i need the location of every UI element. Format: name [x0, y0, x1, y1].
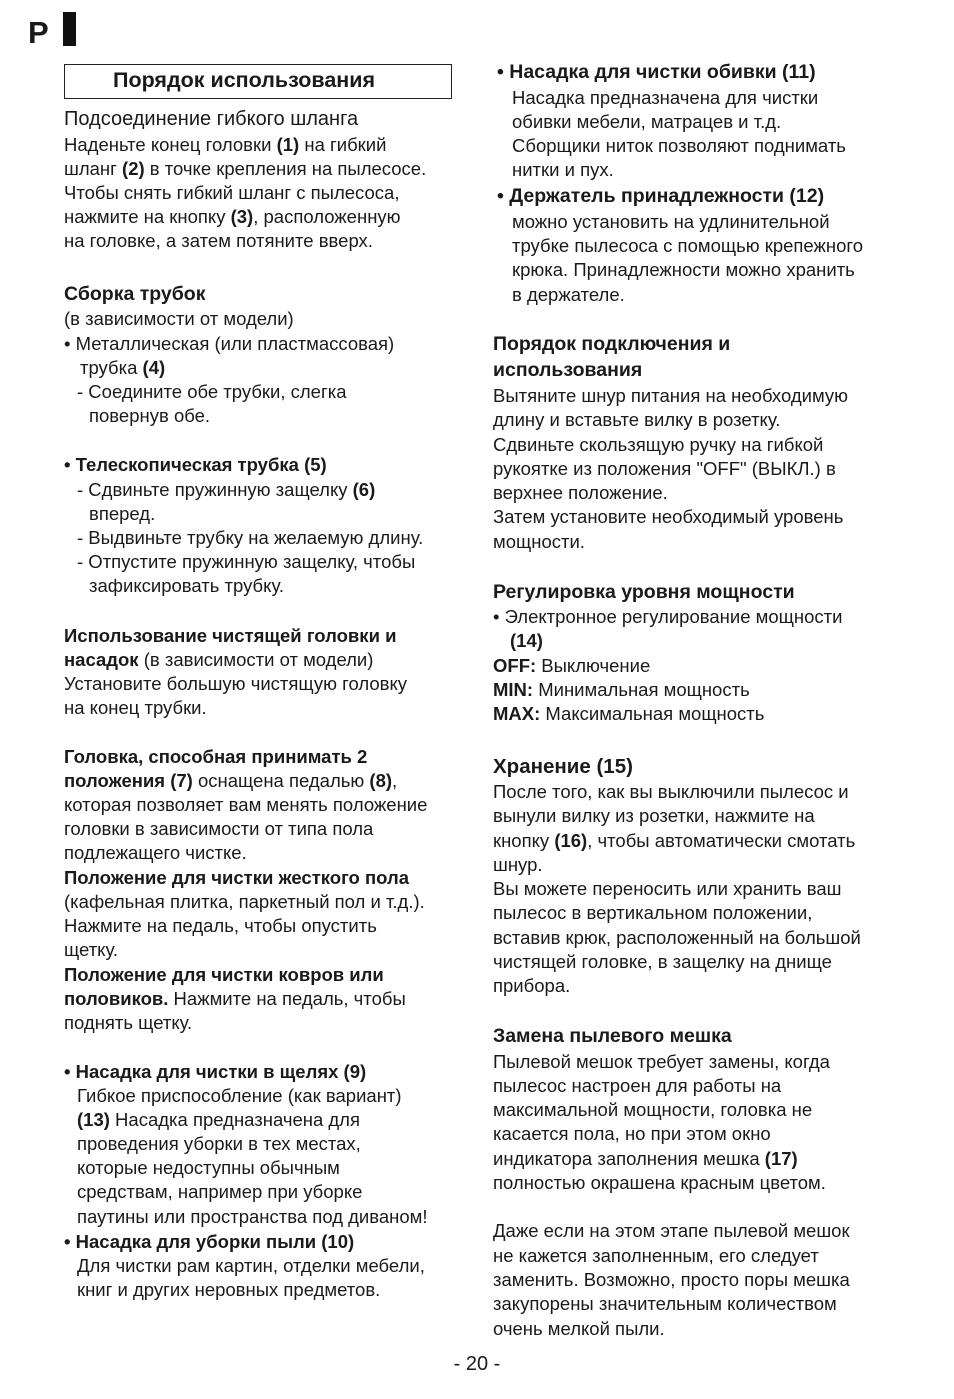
storage-line-2: вынули вилку из розетки, нажмите на	[493, 805, 815, 826]
connection-line-5: верхнее положение.	[493, 482, 668, 503]
storage-line-6: пылесос в вертикальном положении,	[493, 902, 813, 923]
carpet-line-2: поднять щетку.	[64, 1012, 193, 1033]
tubes-heading: Сборка трубок	[64, 283, 206, 305]
dusting-item: • Насадка для уборки пыли (10)	[64, 1231, 355, 1252]
bag-note-line-5: очень мелкой пыли.	[493, 1318, 665, 1339]
connection-line-7: мощности.	[493, 531, 585, 552]
bag-line-2: пылесос настроен для работы на	[493, 1075, 782, 1096]
telescopic-step-1: - Сдвиньте пружинную защелку (6)	[77, 479, 376, 500]
dusting-line-2: книг и других неровных предметов.	[77, 1279, 381, 1300]
storage-line-7: вставив крюк, расположенный на большой	[493, 927, 861, 948]
storage-line-9: прибора.	[493, 975, 571, 996]
holder-line-4: в держателе.	[512, 284, 625, 305]
head-usage-line-1: Установите большую чистящую головку	[64, 673, 407, 694]
crevice-line-2: (13) Насадка предназначена для	[77, 1109, 360, 1130]
tubes-item-metal-cont: трубка (4)	[80, 357, 166, 378]
connection-heading-2: использования	[493, 359, 643, 381]
power-item: • Электронное регулирование мощности	[493, 606, 843, 627]
carpet-line-1: половиков. Нажмите на педаль, чтобы	[64, 988, 406, 1009]
crevice-item: • Насадка для чистки в щелях (9)	[64, 1061, 367, 1082]
head-usage-heading-2: насадок (в зависимости от модели)	[64, 649, 374, 670]
connection-line-6: Затем установите необходимый уровень	[493, 506, 844, 527]
upholstery-line-3: Сборщики ниток позволяют поднимать	[512, 135, 846, 156]
bag-note-line-2: не кажется заполненным, его следует	[493, 1245, 819, 1266]
crevice-line-6: паутины или пространства под диваном!	[77, 1206, 428, 1227]
page-number: - 20 -	[453, 1353, 501, 1375]
hard-floor-line-3: щетку.	[64, 939, 119, 960]
holder-line-1: можно установить на удлинительной	[512, 211, 830, 232]
language-marker	[26, 12, 76, 50]
holder-item: • Держатель принадлежности (12)	[497, 185, 825, 207]
holder-line-2: трубке пылесоса с помощью крепежного	[512, 235, 864, 256]
two-position-line-2: которая позволяет вам менять положение	[64, 794, 428, 815]
bag-line-3: максимальной мощности, головка не	[493, 1099, 813, 1120]
holder-line-3: крюка. Принадлежности можно хранить	[512, 259, 855, 280]
tubes-step-1: - Соедините обе трубки, слегка	[77, 381, 347, 402]
crevice-line-4: которые недоступны обычным	[77, 1157, 340, 1178]
storage-line-5: Вы можете переносить или хранить ваш	[493, 878, 842, 899]
storage-line-3: кнопку (16), чтобы автоматически смотать	[493, 830, 856, 851]
telescopic-step-2: - Выдвиньте трубку на желаемую длину.	[77, 527, 424, 548]
language-bar	[63, 12, 76, 46]
hose-line-5: на головке, а затем потяните вверх.	[64, 230, 373, 251]
language-letter: P	[28, 15, 49, 50]
bag-note-line-4: закупорены значительным количеством	[493, 1293, 837, 1314]
crevice-line-1: Гибкое приспособление (как вариант)	[77, 1085, 402, 1106]
carpet-heading: Положение для чистки ковров или	[64, 964, 384, 985]
storage-heading: Хранение (15)	[493, 755, 633, 778]
connection-line-1: Вытяните шнур питания на необходимую	[493, 385, 849, 406]
hose-subheading: Подсоединение гибкого шланга	[64, 108, 359, 130]
bag-line-4: касается пола, но при этом окно	[493, 1123, 771, 1144]
two-position-line-3: головки в зависимости от типа пола	[64, 818, 374, 839]
hose-line-1: Наденьте конец головки (1) на гибкий	[64, 134, 387, 155]
hard-floor-heading: Положение для чистки жесткого пола	[64, 867, 410, 888]
head-usage-heading: Использование чистящей головки и	[64, 625, 397, 646]
storage-line-1: После того, как вы выключили пылесос и	[493, 781, 849, 802]
tubes-step-1-cont: повернув обе.	[89, 405, 211, 426]
telescopic-step-1-cont: вперед.	[89, 503, 156, 524]
crevice-line-3: проведения уборки в тех местах,	[77, 1133, 361, 1154]
upholstery-line-2: обивки мебели, матрацев и т.д.	[512, 111, 782, 132]
hose-line-3: Чтобы снять гибкий шланг с пылесоса,	[64, 182, 400, 203]
crevice-line-5: средствам, например при уборке	[77, 1181, 363, 1202]
bag-note-line-3: заменить. Возможно, просто поры мешка	[493, 1269, 850, 1290]
power-max: MAX: Максимальная мощность	[493, 703, 765, 724]
power-off: OFF: Выключение	[493, 655, 651, 676]
dusting-line-1: Для чистки рам картин, отделки мебели,	[77, 1255, 425, 1276]
storage-line-4: шнур.	[493, 854, 543, 875]
section-title: Порядок использования	[64, 64, 452, 99]
connection-line-4: рукоятке из положения "OFF" (ВЫКЛ.) в	[493, 458, 836, 479]
telescopic-item: • Телескопическая трубка (5)	[64, 454, 327, 475]
storage-line-8: чистящей головке, в защелку на днище	[493, 951, 832, 972]
bag-heading: Замена пылевого мешка	[493, 1025, 732, 1047]
tubes-note: (в зависимости от модели)	[64, 308, 294, 329]
hose-line-4: нажмите на кнопку (3), расположенную	[64, 206, 401, 227]
power-item-number: (14)	[510, 630, 543, 651]
telescopic-step-3-cont: зафиксировать трубку.	[89, 575, 284, 596]
upholstery-item: • Насадка для чистки обивки (11)	[497, 61, 816, 83]
head-usage-line-2: на конец трубки.	[64, 697, 207, 718]
two-position-line-4: подлежащего чистке.	[64, 842, 247, 863]
two-position-heading: Головка, способная принимать 2	[64, 746, 368, 767]
power-heading: Регулировка уровня мощности	[493, 581, 795, 603]
hard-floor-line-1: (кафельная плитка, паркетный пол и т.д.).	[64, 891, 425, 912]
two-position-line-1: положения (7) оснащена педалью (8),	[64, 770, 398, 791]
connection-heading-1: Порядок подключения и	[493, 333, 731, 355]
upholstery-line-1: Насадка предназначена для чистки	[512, 87, 819, 108]
tubes-item-metal: • Металлическая (или пластмассовая)	[64, 333, 395, 354]
hard-floor-line-2: Нажмите на педаль, чтобы опустить	[64, 915, 377, 936]
bag-line-5: индикатора заполнения мешка (17)	[493, 1148, 798, 1169]
bag-line-1: Пылевой мешок требует замены, когда	[493, 1051, 830, 1072]
connection-line-2: длину и вставьте вилку в розетку.	[493, 409, 781, 430]
bag-note-line-1: Даже если на этом этапе пылевой мешок	[493, 1220, 850, 1241]
upholstery-line-4: нитки и пух.	[512, 159, 614, 180]
bag-line-6: полностью окрашена красным цветом.	[493, 1172, 826, 1193]
hose-line-2: шланг (2) в точке крепления на пылесосе.	[64, 158, 427, 179]
telescopic-step-3: - Отпустите пружинную защелку, чтобы	[77, 551, 416, 572]
connection-line-3: Сдвиньте скользящую ручку на гибкой	[493, 434, 824, 455]
power-min: MIN: Минимальная мощность	[493, 679, 750, 700]
